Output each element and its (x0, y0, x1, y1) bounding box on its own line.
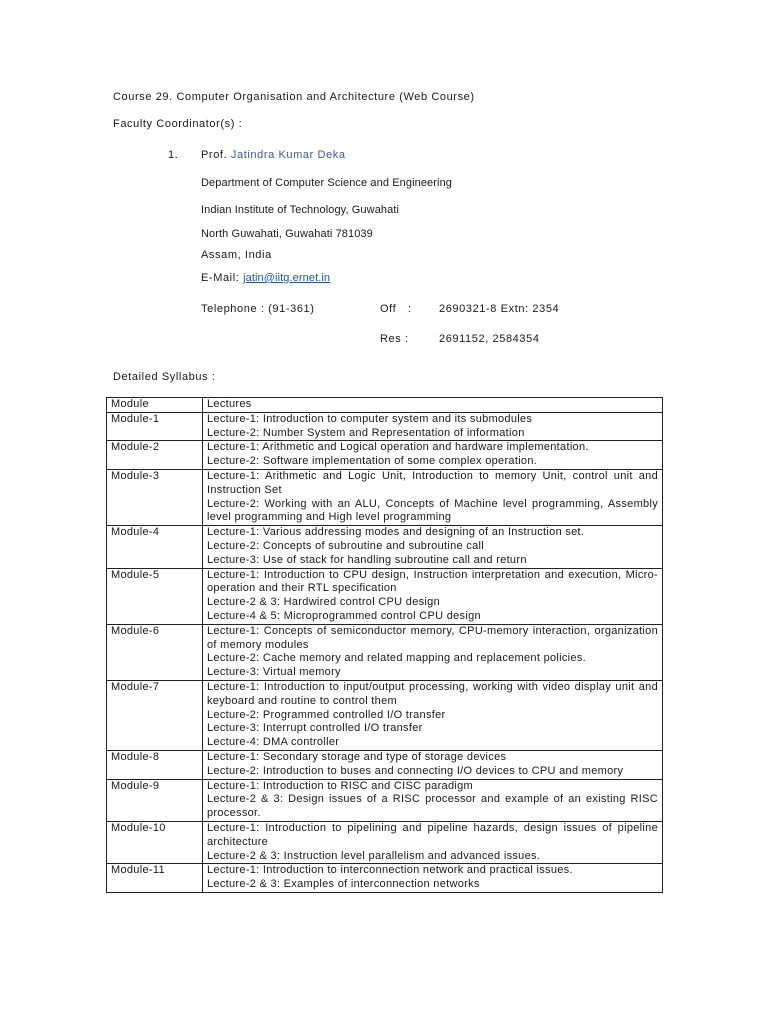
lecture-item: Lecture-2: Introduction to buses and connecting I/O devices to CPU and memory (207, 764, 624, 777)
residence-label: Res : (380, 333, 409, 345)
coordinator-department: Department of Computer Science and Engineering (201, 177, 453, 189)
coordinator-name-line (201, 149, 346, 161)
course-title: Course 29. Computer Organisation and Architecture (Web Course) (113, 91, 475, 103)
table-row (107, 469, 663, 525)
table-row (107, 680, 663, 750)
module-cell: Module-3 (107, 469, 203, 525)
lecture-item: Lecture-2: Cache memory and related mapping and replacement policies. (207, 652, 587, 665)
table-row (107, 412, 663, 441)
lecture-item: Lecture-4: DMA controller (207, 736, 340, 749)
office-label: Off (380, 303, 397, 315)
lectures-cell (203, 568, 663, 624)
module-cell: Module-10 (107, 821, 203, 863)
lecture-item: Lecture-3: Interrupt controlled I/O transfer (207, 722, 423, 735)
email-link[interactable]: jatin@iitg.ernet.in (243, 272, 331, 284)
header-module: Module (107, 398, 203, 413)
lectures-cell (203, 469, 663, 525)
table-row (107, 864, 663, 893)
table-header-row (107, 398, 663, 413)
lecture-item: Lecture-2 & 3: Hardwired control CPU design (207, 596, 441, 609)
module-cell: Module-2 (107, 441, 203, 470)
lecture-item: Lecture-1: Introduction to RISC and CISC paradigm (207, 779, 473, 792)
lecture-item: Lecture-1: Introduction to input/output processing, working with video display unit and keyboard and routine to control them (207, 680, 658, 707)
lecture-item: Lecture-1: Introduction to pipelining and pipeline hazards, design issues of pipeline architecture (207, 821, 658, 848)
table-row (107, 568, 663, 624)
lecture-item: Lecture-1: Various addressing modes and designing of an Instruction set. (207, 526, 585, 539)
module-cell: Module-8 (107, 750, 203, 779)
lectures-cell (203, 680, 663, 750)
module-cell: Module-11 (107, 864, 203, 893)
lecture-item: Lecture-4 & 5: Microprogrammed control CPU design (207, 609, 481, 622)
lecture-item: Lecture-2: Number System and Representation of information (207, 426, 525, 439)
lecture-item: Lecture-2 & 3: Design issues of a RISC processor and example of an existing RISC processor. (207, 793, 658, 820)
module-cell: Module-6 (107, 624, 203, 680)
lectures-cell (203, 779, 663, 821)
coordinator-number: 1. (168, 149, 179, 161)
telephone-label: Telephone : (91-361) (201, 303, 315, 315)
coordinator-name: Jatindra Kumar Deka (230, 149, 346, 161)
lectures-cell (203, 750, 663, 779)
office-number: 2690321-8 Extn: 2354 (439, 303, 560, 315)
residence-number: 2691152, 2584354 (439, 333, 540, 345)
lecture-item: Lecture-2: Software implementation of some complex operation. (207, 455, 538, 468)
lecture-item: Lecture-1: Concepts of semiconductor memory, CPU-memory interaction, organization of memory modules (207, 624, 658, 651)
table-row (107, 526, 663, 568)
lecture-item: Lecture-1: Introduction to CPU design, Instruction interpretation and execution, Micro-operation and their RTL specification (207, 568, 658, 595)
table-row (107, 821, 663, 863)
lecture-item: Lecture-1: Introduction to computer system and its submodules (207, 412, 533, 425)
lecture-item: Lecture-1: Introduction to interconnection network and practical issues. (207, 864, 573, 877)
office-colon: : (408, 303, 412, 315)
lecture-item: Lecture-1: Secondary storage and type of storage devices (207, 750, 507, 763)
lectures-cell (203, 412, 663, 441)
lectures-cell (203, 864, 663, 893)
coordinator-prefix: Prof. (201, 149, 228, 161)
header-lectures: Lectures (203, 398, 663, 413)
faculty-coordinator-label: Faculty Coordinator(s) : (113, 118, 243, 130)
coordinator-state: Assam, India (201, 249, 272, 261)
module-cell: Module-1 (107, 412, 203, 441)
lecture-item: Lecture-2: Programmed controlled I/O transfer (207, 708, 446, 721)
module-cell: Module-5 (107, 568, 203, 624)
module-cell: Module-4 (107, 526, 203, 568)
coordinator-address: North Guwahati, Guwahati 781039 (201, 228, 373, 240)
table-row (107, 750, 663, 779)
lecture-item: Lecture-1: Arithmetic and Logic Unit, Introduction to memory Unit, control unit and Instruction Set (207, 469, 658, 496)
table-row (107, 624, 663, 680)
lecture-item: Lecture-1: Arithmetic and Logical operation and hardware implementation. (207, 441, 589, 454)
lectures-cell (203, 821, 663, 863)
lecture-item: Lecture-2 & 3: Instruction level parallelism and advanced issues. (207, 849, 541, 862)
syllabus-label: Detailed Syllabus : (113, 371, 216, 383)
lecture-item: Lecture-2: Concepts of subroutine and subroutine call (207, 539, 485, 552)
lectures-cell (203, 441, 663, 470)
lecture-item: Lecture-2: Working with an ALU, Concepts of Machine level programming, Assembly level programming and High level programming (207, 497, 658, 524)
lecture-item: Lecture-3: Use of stack for handling subroutine call and return (207, 553, 527, 566)
table-row (107, 441, 663, 470)
lectures-cell (203, 624, 663, 680)
lecture-item: Lecture-2 & 3: Examples of interconnection networks (207, 878, 480, 891)
table-row (107, 779, 663, 821)
email-line (201, 272, 330, 284)
lecture-item: Lecture-3: Virtual memory (207, 666, 341, 679)
syllabus-table (106, 397, 663, 893)
coordinator-institute: Indian Institute of Technology, Guwahati (201, 204, 400, 216)
lectures-cell (203, 526, 663, 568)
module-cell: Module-7 (107, 680, 203, 750)
syllabus-table-body (107, 398, 663, 893)
module-cell: Module-9 (107, 779, 203, 821)
email-label: E-Mail: (201, 272, 240, 284)
